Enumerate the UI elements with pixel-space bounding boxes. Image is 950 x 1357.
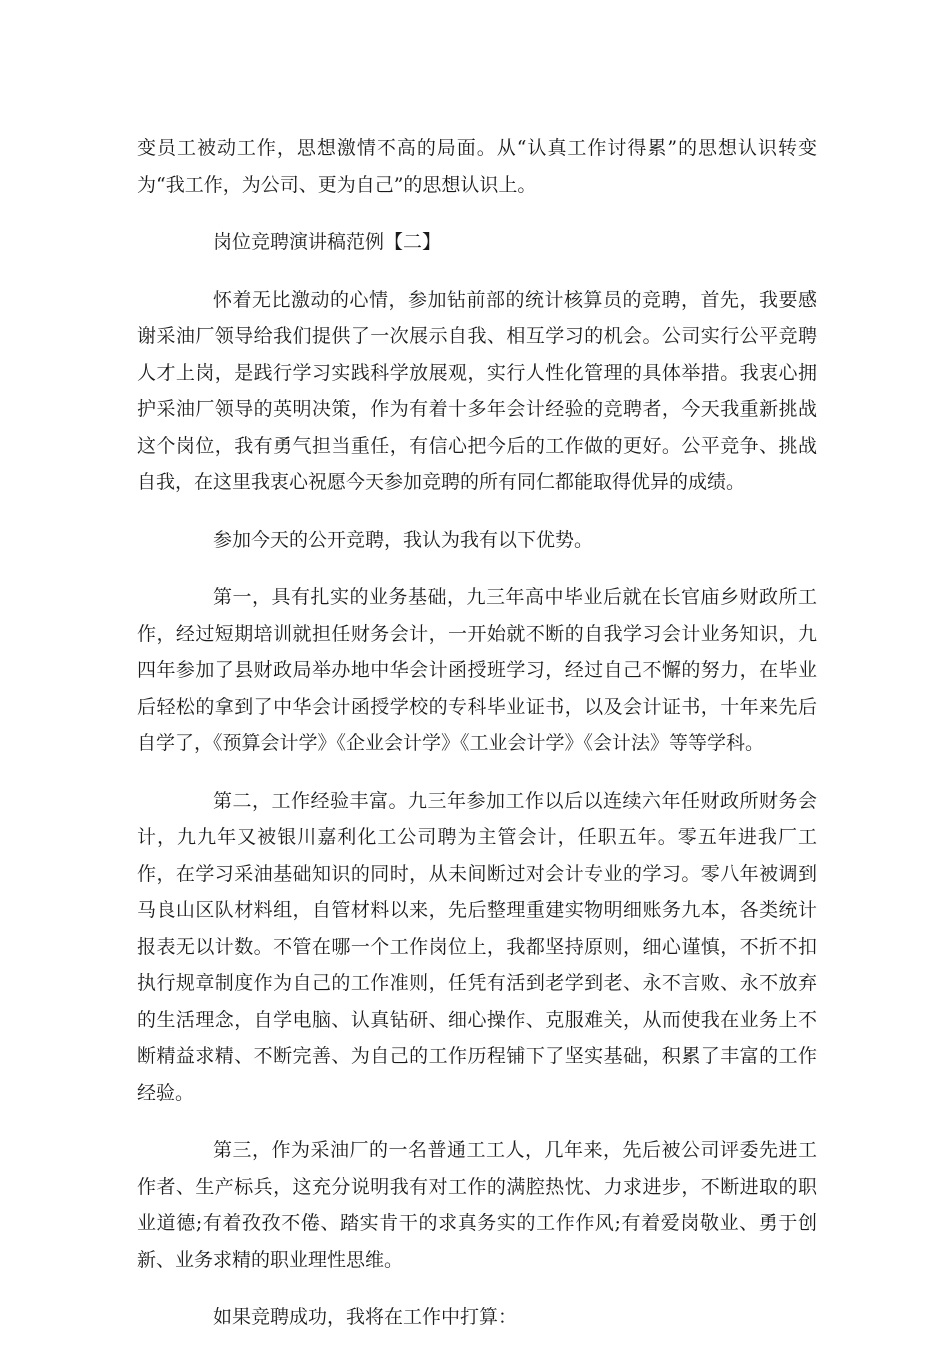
- paragraph-plan-lead: 如果竞聘成功，我将在工作中打算：: [213, 1306, 518, 1328]
- paragraph-advantages-lead: 参加今天的公开竞聘，我认为我有以下优势。: [213, 528, 594, 551]
- paragraph-continuation: 变员工被动工作，思想激情不高的局面。从“认真工作讨得累”的思想认识转变为“我工作，为公司、更为自己”的思想认识上。: [137, 137, 817, 196]
- paragraph-first-advantage: 第一，具有扎实的业务基础，九三年高中毕业后就在长官庙乡财政所工作，经过短期培训就担任财务会计，一开始就不断的自我学习会计业务知识，九四年参加了县财政局举办地中华会计函授班学习，经过自己不懈的努力，在毕业后轻松的拿到了中华会计函授学校的专科毕业证书，以及会计证书，十年来先后自学了，《预算会计学》《企业会计学》《工业会计学》《会计法》等等学科。: [137, 586, 817, 754]
- paragraph-second-advantage: 第二，工作经验丰富。九三年参加工作以后以连续六年任财政所财务会计，九九年又被银川嘉利化工公司聘为主管会计，任职五年。零五年进我厂工作，在学习采油基础知识的同时，从未间断过对会计专业的学习。零八年被调到马良山区队材料组，自管材料以来，先后整理重建实物明细账务九本，各类统计报表无以计数。不管在哪一个工作岗位上，我都坚持原则，细心谨慎，不折不扣执行规章制度作为自己的工作准则，任凭有活到老学到老、永不言败、永不放弃的生活理念，自学电脑、认真钻研、细心操作、克服难关，从而使我在业务上不断精益求精、不断完善、为自己的工作历程铺下了坚实基础，积累了丰富的工作经验。: [137, 789, 817, 1104]
- paragraph-intro: 怀着无比激动的心情，参加钻前部的统计核算员的竞聘，首先，我要感谢采油厂领导给我们提供了一次展示自我、相互学习的机会。公司实行公平竞聘人才上岗，是践行学习实践科学放展观，实行人性化管理的具体举措。我衷心拥护采油厂领导的英明决策，作为有着十多年会计经验的竞聘者，今天我重新挑战这个岗位，我有勇气担当重任，有信心把今后的工作做的更好。公平竞争、挑战自我，在这里我衷心祝愿今天参加竞聘的所有同仁都能取得优异的成绩。: [137, 288, 817, 493]
- document-body: [137, 130, 817, 1357]
- section-heading: 岗位竞聘演讲稿范例【二】: [213, 231, 442, 253]
- paragraph-third-advantage: 第三，作为采油厂的一名普通工工人，几年来，先后被公司评委先进工作者、生产标兵，这充分说明我有对工作的满腔热忱、力求进步，不断进取的职业道德;有着孜孜不倦、踏实肯干的求真务实的工作作风;有着爱岗敬业、勇于创新、业务求精的职业理性思维。: [137, 1139, 817, 1271]
